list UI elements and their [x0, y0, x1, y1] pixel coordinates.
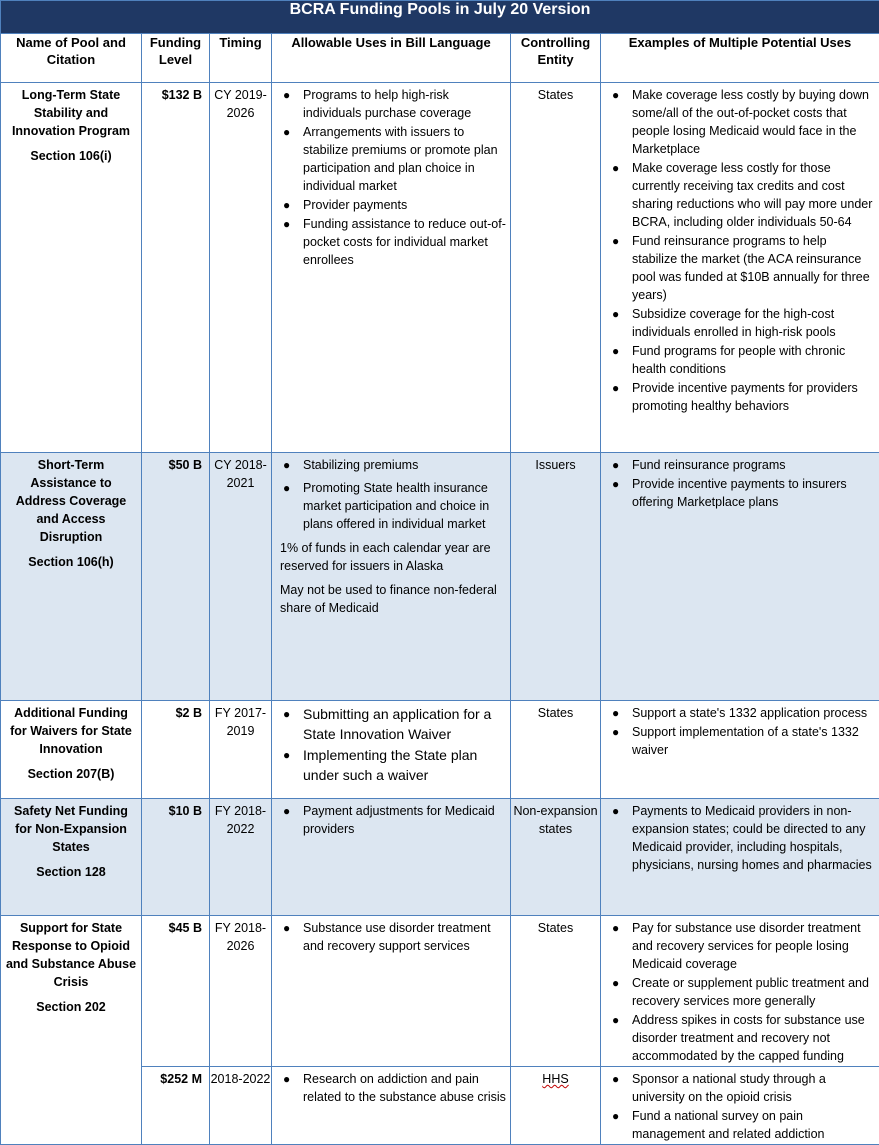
list-item: ● Subsidize coverage for the high-cost individuals enrolled in high-risk pools: [609, 305, 875, 341]
controlling-entity: States: [511, 83, 601, 453]
list-item: ● Implementing the State plan under such a waiver: [280, 745, 506, 785]
header-uses: Allowable Uses in Bill Language: [272, 34, 511, 83]
pool-section: Section 207(B): [5, 765, 137, 783]
list-item: ● Sponsor a national study through a university on the opioid crisis: [609, 1070, 875, 1106]
pool-name: Support for State Response to Opioid and Substance Abuse Crisis: [5, 919, 137, 991]
pool-name-cell: [1, 799, 142, 916]
pool-name: Short-Term Assistance to Address Coverage and Access Disruption: [5, 456, 137, 546]
timing: CY 2019-2026: [210, 83, 272, 453]
timing: FY 2017-2019: [210, 701, 272, 799]
pool-name: Additional Funding for Waivers for State Innovation: [5, 704, 137, 758]
table-row: [1, 701, 879, 799]
list-item: ● Submitting an application for a State Innovation Waiver: [280, 704, 506, 744]
funding-level: $252 M: [142, 1067, 210, 1145]
table-row: [1, 799, 879, 916]
funding-level: $10 B: [142, 799, 210, 916]
header-name: Name of Pool and Citation: [1, 34, 142, 83]
list-item: ● Support a state's 1332 application process: [609, 704, 875, 722]
controlling-entity: Issuers: [511, 453, 601, 701]
allowable-uses-cell: [272, 453, 511, 701]
examples-cell: [601, 1067, 879, 1145]
list-item: ● Provide incentive payments for providers promoting healthy behaviors: [609, 379, 875, 415]
pool-section: Section 202: [5, 998, 137, 1016]
header-timing: Timing: [210, 34, 272, 83]
examples-cell: [601, 83, 879, 453]
timing: FY 2018-2022: [210, 799, 272, 916]
list-item: ● Fund a national survey on pain management and related addiction: [609, 1107, 875, 1143]
funding-level: $45 B: [142, 916, 210, 1067]
funding-level: $50 B: [142, 453, 210, 701]
list-item: ● Provider payments: [280, 196, 506, 214]
note-text: May not be used to finance non-federal share of Medicaid: [280, 581, 506, 617]
list-item: ● Substance use disorder treatment and recovery support services: [280, 919, 506, 955]
list-item: ● Make coverage less costly for those currently receiving tax credits and cost sharing reductions who will pay more under BCRA, including older individuals 50-64: [609, 159, 875, 231]
list-item: ● Fund programs for people with chronic health conditions: [609, 342, 875, 378]
list-item: ● Research on addiction and pain related to the substance abuse crisis: [280, 1070, 506, 1106]
header-examples: Examples of Multiple Potential Uses: [601, 34, 879, 83]
pool-section: Section 106(i): [5, 147, 137, 165]
list-item: ● Pay for substance use disorder treatment and recovery services for people losing Medicaid coverage: [609, 919, 875, 973]
list-item: ● Create or supplement public treatment and recovery services more generally: [609, 974, 875, 1010]
list-item: ● Make coverage less costly by buying down some/all of the out-of-pocket costs that people losing Medicaid would face in the Marketplace: [609, 86, 875, 158]
list-item: ● Provide incentive payments to insurers offering Marketplace plans: [609, 475, 875, 511]
funding-level: $2 B: [142, 701, 210, 799]
timing: 2018-2022: [210, 1067, 272, 1145]
examples-cell: [601, 701, 879, 799]
table-row: [1, 453, 879, 701]
list-item: ● Programs to help high-risk individuals purchase coverage: [280, 86, 506, 122]
pool-section: Section 128: [5, 863, 137, 881]
timing: FY 2018-2026: [210, 916, 272, 1067]
list-item: ● Address spikes in costs for substance use disorder treatment and recovery not accommodated by the capped funding: [609, 1011, 875, 1065]
allowable-uses-cell: [272, 1067, 511, 1145]
examples-cell: [601, 453, 879, 701]
note-text: 1% of funds in each calendar year are reserved for issuers in Alaska: [280, 539, 506, 575]
controlling-entity: Non-expansion states: [511, 799, 601, 916]
pool-name-cell: [1, 701, 142, 799]
allowable-uses-cell: [272, 701, 511, 799]
allowable-uses-cell: [272, 83, 511, 453]
pool-name: Safety Net Funding for Non-Expansion States: [5, 802, 137, 856]
header-entity: Controlling Entity: [511, 34, 601, 83]
allowable-uses-cell: [272, 916, 511, 1067]
list-item: ● Fund reinsurance programs to help stabilize the market (the ACA reinsurance pool was funded at $10B annually for three years): [609, 232, 875, 304]
examples-cell: [601, 916, 879, 1067]
timing: CY 2018-2021: [210, 453, 272, 701]
funding-level: $132 B: [142, 83, 210, 453]
header-funding: Funding Level: [142, 34, 210, 83]
list-item: ● Payments to Medicaid providers in non-expansion states; could be directed to any Medicaid provider, including hospitals, physicians, nursing homes and pharmacies: [609, 802, 875, 874]
table-row: [1, 83, 879, 453]
list-item: ● Support implementation of a state's 1332 waiver: [609, 723, 875, 759]
list-item: ● Promoting State health insurance market participation and choice in plans offered in individual market: [280, 479, 506, 533]
list-item: ● Arrangements with issuers to stabilize premiums or promote plan participation and plan choice in individual market: [280, 123, 506, 195]
pool-name-cell: [1, 916, 142, 1145]
examples-cell: [601, 799, 879, 916]
list-item: ● Funding assistance to reduce out-of-pocket costs for individual market enrollees: [280, 215, 506, 269]
pool-name: Long-Term State Stability and Innovation Program: [5, 86, 137, 140]
table-row: [1, 916, 879, 1067]
pool-name-cell: [1, 83, 142, 453]
list-item: ● Stabilizing premiums: [280, 456, 506, 474]
controlling-entity: States: [511, 701, 601, 799]
allowable-uses-cell: [272, 799, 511, 916]
table-title: BCRA Funding Pools in July 20 Version: [1, 1, 879, 34]
controlling-entity: HHS: [511, 1067, 601, 1145]
pool-name-cell: [1, 453, 142, 701]
list-item: ● Fund reinsurance programs: [609, 456, 875, 474]
controlling-entity: States: [511, 916, 601, 1067]
pool-section: Section 106(h): [5, 553, 137, 571]
list-item: ● Payment adjustments for Medicaid providers: [280, 802, 506, 838]
